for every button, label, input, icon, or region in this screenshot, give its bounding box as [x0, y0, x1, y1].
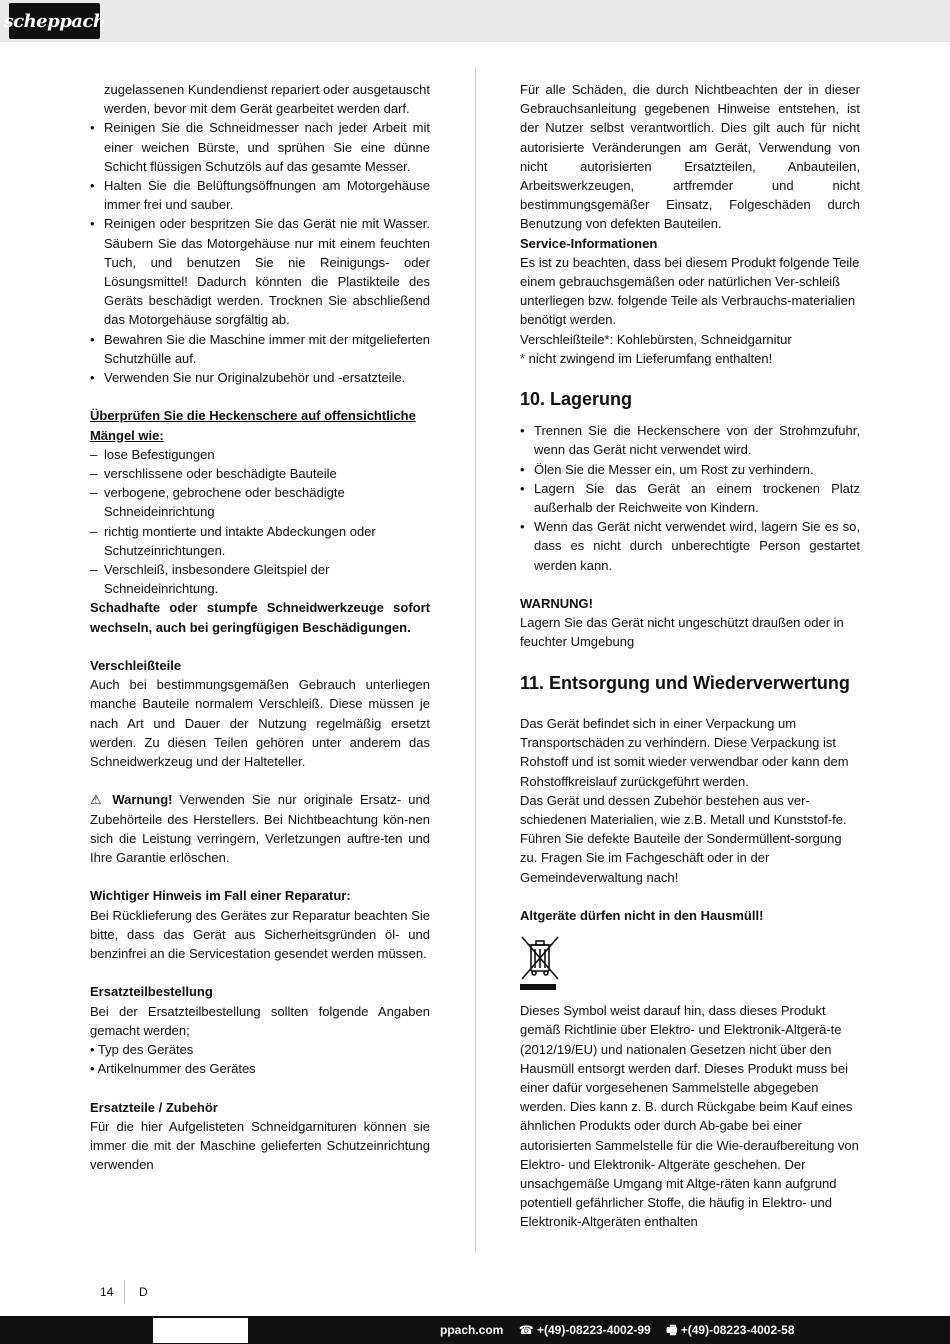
left-column: [90, 80, 430, 1174]
disposal-text-materials: Das Gerät und dessen Zubehör bestehen aus ver-schiedenen Materialien, wie z.B. Metall und Kunststof-fe. Führen Sie defekte Bauteile der Sondermüllent-sorgung zu. Fragen Sie im Fachgeschäft oder in der Gemeindeverwaltung nach!: [520, 792, 847, 885]
logo-text: scheppach: [3, 10, 106, 32]
check-item: – verbogene, gebrochene oder beschädigte Schneideinrichtung: [90, 483, 430, 521]
care-bullet-list: [90, 118, 430, 387]
care-bullet: • Reinigen Sie die Schneidmesser nach jeder Arbeit mit einer weichen Bürste, und sprühen Sie eine dünne Schicht flüssigen Schutzöls auf das gesamte Messer.: [90, 118, 430, 176]
storage-list: [520, 421, 860, 575]
language-code: D: [139, 1285, 148, 1299]
replace-notice: Schadhafte oder stumpfe Schneidwerkzeuge sofort wechseln, auch bei geringfügigen Beschädigungen.: [90, 600, 430, 635]
weee-crossed-bin-icon: [520, 935, 560, 991]
check-heading: Überprüfen Sie die Heckenschere auf offensichtliche Mängel wie:: [90, 408, 416, 443]
warning-text: Verwenden Sie nur originale Ersatz- und Zubehörteile des Herstellers. Bei Nichtbeachtung kön-nen sich die Leistung verringern, Verletzungen auftre-ten und Ihre Garantie erlöschen.: [90, 792, 430, 866]
fax-number: 🖷 +(49)-08223-4002-58: [666, 1323, 795, 1337]
service-text: Es ist zu beachten, dass bei diesem Produkt folgende Teile einem gebrauchsgemäßen oder natürlichen Ver-schleiß unterliegen bzw. folgende Teile als Verbrauchs-materialien benötigt werden.: [520, 254, 860, 328]
disposal-text-packaging: Das Gerät befindet sich in einer Verpackung um Transportschäden zu verhindern. Diese Verpackung ist Rohstoff und ist somit wieder verwendbar oder kann dem Rohstoffkreislauf zurückgeführt werden.: [520, 716, 849, 789]
weee-text: Dieses Symbol weist darauf hin, dass dieses Produkt gemäß Richtlinie über Elektro- und Elektronik-Altgerä-te (2012/19/EU) und nationalen Gesetzen nicht über den Hausmüll entsorgt werden darf. Dieses Produkt muss bei einer dafür vorgesehenen Sammelstelle abgegeben werden. Dies kann z. B. durch Rückgabe beim Kauf eines ähnlichen Produkts oder durch Ab-gabe bei einer autorisierten Sammelstelle für die Wie-deraufbereitung von Elektro- und Elektronik- Altgeräte geschehen. Der unsachgemäße Umgang mit Altge-räten kann aufgrund potentiell gefährlicher Stoffe, die häufig in Elektro- und Elektronik-Altgeräten enthalten: [520, 1003, 859, 1230]
storage-heading: 10. Lagerung: [520, 389, 633, 410]
website-link[interactable]: ppach.com: [440, 1323, 504, 1337]
disposal-heading: 11. Entsorgung und Wiederverwertung: [520, 672, 850, 693]
service-heading: Service-Informationen: [520, 235, 658, 251]
check-item: – richtig montierte und intakte Abdeckungen oder Schutzeinrichtungen.: [90, 522, 430, 560]
wear-parts-line: Verschleißteile*: Kohlebürsten, Schneidgarnitur: [520, 331, 792, 347]
column-divider: [475, 68, 476, 1253]
storage-warning-label: WARNUNG!: [520, 596, 593, 612]
warning-icon: ⚠: [90, 792, 106, 808]
liability-text: Für alle Schäden, die durch Nichtbeachten der in dieser Gebrauchsanleitung gegebenen Hinweise entstehen, ist der Nutzer selbst verantwortlich. Dies gilt auch für nicht autorisierte Veränderungen am Gerät, Verwendung von nicht autorisierten Ersatzteilen, Anbauteilen, Arbeitswerkzeugen, artfremder und nicht bestimmungsgemäßer Einsatz, Folgeschäden durch Benutzung von defekten Bauteilen.: [520, 82, 860, 232]
header-bar: [0, 0, 950, 42]
right-column: [520, 80, 860, 1232]
accessories-text: Für die hier Aufgelisteten Schneidgarnituren können sie immer die mit der Maschine gelieferten Schutzeinrichtung verwenden: [90, 1118, 430, 1173]
check-item: – verschlissene oder beschädigte Bauteile: [90, 464, 430, 483]
warning-label: Warnung!: [112, 792, 173, 808]
footer-white-block: [153, 1318, 248, 1343]
scheppach-logo: [3, 3, 106, 39]
care-bullet: • Verwenden Sie nur Originalzubehör und -ersatzteile.: [90, 368, 430, 387]
check-item: – lose Befestigungen: [90, 445, 430, 464]
repair-heading: Wichtiger Hinweis im Fall einer Reparatur:: [90, 888, 351, 904]
order-item: • Typ des Gerätes: [90, 1042, 194, 1058]
continued-text: zugelassenen Kundendienst repariert oder ausgetauscht werden, bevor mit dem Gerät gearbeitet werden darf.: [104, 82, 430, 117]
contact-info: [440, 1321, 807, 1342]
wear-parts-text: Auch bei bestimmungsgemäßen Gebrauch unterliegen manche Bauteile normalem Verschleiß. Diese müssen je nach Art und Dauer der Nutzung regelmäßig ersetzt werden. Zu diesen Teilen gehören unter anderem das Schneidwerkzeug und der Halteteller.: [90, 677, 430, 770]
storage-item: • Trennen Sie die Heckenschere von der Strohmzufuhr, wenn das Gerät nicht verwendet wird.: [520, 421, 860, 459]
phone-number: ☎ +(49)-08223-4002-99: [518, 1323, 651, 1337]
storage-warning-text: Lagern Sie das Gerät nicht ungeschützt draußen oder in feuchter Umgebung: [520, 615, 844, 650]
storage-item: • Ölen Sie die Messer ein, um Rost zu verhindern.: [520, 460, 860, 479]
order-heading: Ersatzteilbestellung: [90, 984, 213, 1000]
storage-item: • Wenn das Gerät nicht verwendet wird, lagern Sie es so, dass es nicht durch unberechtigte Person gestartet werden kann.: [520, 517, 860, 575]
page-number: 14: [100, 1285, 114, 1299]
not-included-note: * nicht zwingend im Lieferumfang enthalten!: [520, 350, 773, 366]
order-text: Bei der Ersatzteilbestellung sollten folgende Angaben gemacht werden;: [90, 1003, 430, 1038]
check-item: – Verschleiß, insbesondere Gleitspiel der Schneideinrichtung.: [90, 560, 430, 598]
wear-parts-heading: Verschleißteile: [90, 658, 182, 674]
warning-paragraph: [90, 790, 430, 867]
check-list: [90, 445, 430, 599]
care-bullet: • Reinigen oder bespritzen Sie das Gerät nie mit Wasser. Säubern Sie das Motorgehäuse nur mit einem feuchten Tuch, und benutzen Sie nie Reinigungs- oder Lösungsmittel! Dadurch könnten die Plastikteile des Geräts beschädigt werden. Trocknen Sie abschließend das Motorgehäuse sorgfältig ab.: [90, 214, 430, 329]
care-bullet: • Halten Sie die Belüftungsöffnungen am Motorgehäuse immer frei und sauber.: [90, 176, 430, 214]
accessories-heading: Ersatzteile / Zubehör: [90, 1099, 218, 1115]
footer-separator: [124, 1280, 125, 1304]
order-item: • Artikelnummer des Gerätes: [90, 1061, 256, 1077]
care-bullet: • Bewahren Sie die Maschine immer mit der mitgelieferten Schutzhülle auf.: [90, 330, 430, 368]
repair-text: Bei Rücklieferung des Gerätes zur Reparatur beachten Sie bitte, dass das Gerät aus Sicherheitsgründen öl- und benzinfrei an die Servicestation gesendet werden müssen.: [90, 907, 430, 962]
household-waste-notice: Altgeräte dürfen nicht in den Hausmüll!: [520, 908, 764, 924]
storage-item: • Lagern Sie das Gerät an einem trockenen Platz außerhalb der Reichweite von Kindern.: [520, 479, 860, 517]
